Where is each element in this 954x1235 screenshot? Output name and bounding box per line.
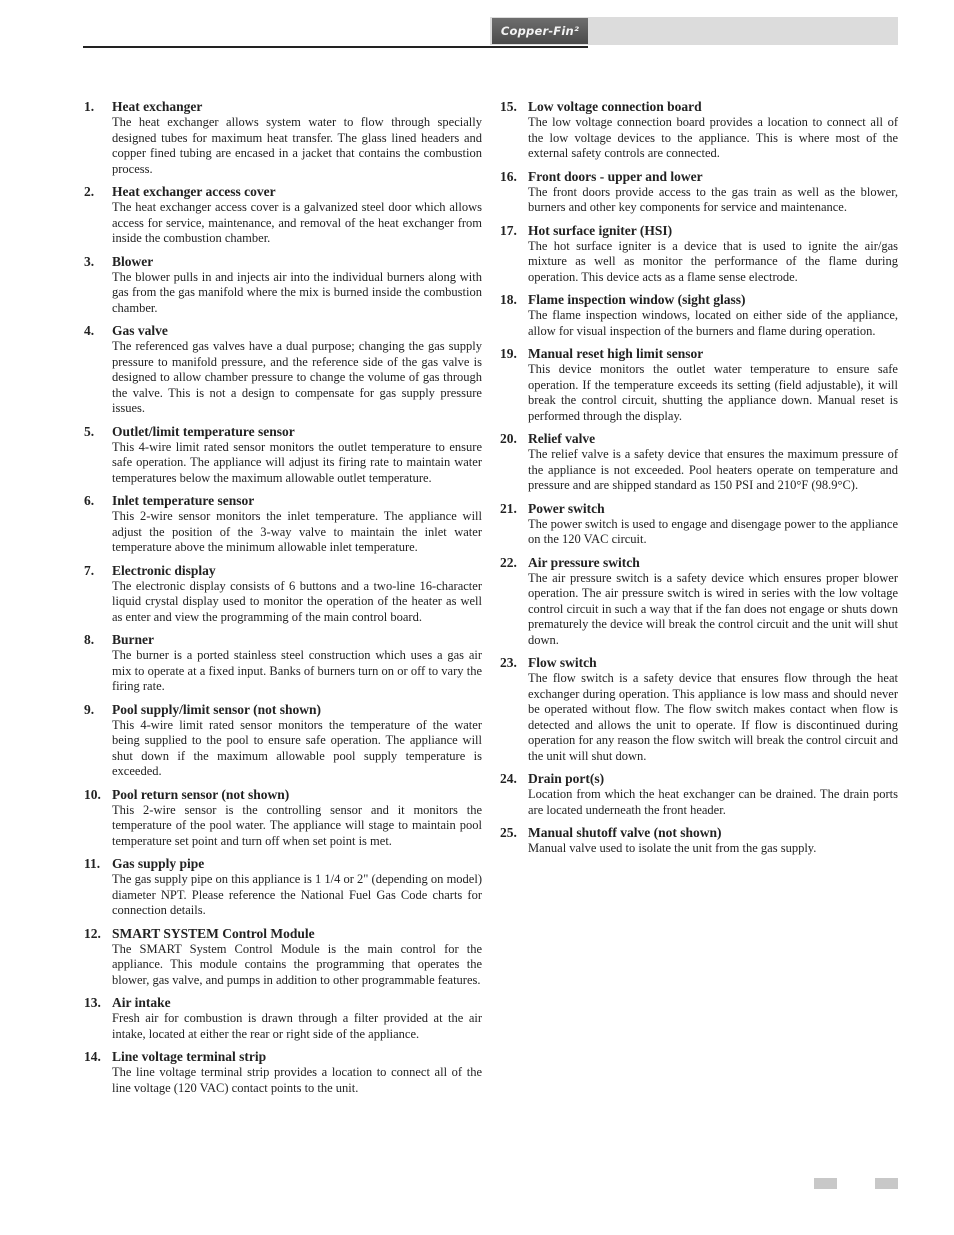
item-description: The SMART System Control Module is the main control for the appliance. This module contains the programming that operates the blower, gas valve, and pumps in addition to other programmable features. — [112, 941, 482, 987]
item-number: 3. — [84, 253, 95, 269]
item-title: Pool return sensor (not shown) — [112, 786, 290, 802]
item-title: Heat exchanger — [112, 99, 203, 114]
item-title: Front doors - upper and lower — [528, 168, 703, 184]
item-heading — [500, 554, 898, 571]
item-description: Fresh air for combustion is drawn through a filter provided at the air intake, located at either the rear or right side of the appliance. — [112, 1011, 482, 1041]
item-heading — [500, 770, 898, 787]
item-description: This 2-wire sensor monitors the inlet temperature. The appliance will adjust the position of the 3-way valve to maintain the inlet water temperature above the minimum allowable inlet temperature. — [112, 509, 482, 554]
item-number: 9. — [84, 701, 95, 717]
item-heading — [84, 562, 482, 579]
item-heading — [84, 183, 482, 200]
item-number: 14. — [84, 1049, 101, 1064]
item-heading — [84, 322, 482, 339]
item-heading — [84, 631, 482, 648]
logo-text: Copper-Fin² — [500, 24, 580, 38]
item-description: This 4-wire limit rated sensor monitors the outlet temperature to ensure safe operation. The appliance will adjust its firing rate to maintain water temperatures below the maximum allowable outlet temperature. — [112, 439, 482, 485]
item-heading — [84, 855, 482, 872]
list-item — [84, 253, 482, 317]
item-number: 20. — [500, 431, 517, 446]
list-item — [500, 98, 898, 162]
list-item — [84, 423, 482, 487]
item-number: 22. — [500, 554, 517, 570]
list-item — [500, 222, 898, 286]
item-description: The burner is a ported stainless steel construction which uses a gas air mix to operate at a fixed input. Banks of burners turn on or off to vary the firing rate. — [112, 648, 482, 693]
item-description: The line voltage terminal strip provides a location to connect all of the line voltage (120 VAC) contact points to the unit. — [112, 1065, 482, 1095]
item-heading — [500, 430, 898, 447]
item-description: Location from which the heat exchanger can be drained. The drain ports are located underneath the front header. — [528, 787, 898, 817]
item-title: Burner — [112, 632, 154, 647]
item-heading — [500, 291, 898, 308]
item-description: The heat exchanger access cover is a galvanized steel door which allows access for service, maintenance, and removal of the heat exchanger from inside the combustion chamber. — [112, 200, 482, 245]
item-number: 4. — [84, 323, 95, 338]
item-title: Air intake — [112, 995, 171, 1010]
item-title: Power switch — [528, 500, 605, 516]
item-heading — [500, 168, 898, 185]
item-title: Low voltage connection board — [528, 99, 702, 114]
item-description: The heat exchanger allows system water to flow through specially designed tubes for maximum heat transfer. The glass lined headers and copper fined tubing are encased in a jacket that contains the combustion process. — [112, 115, 482, 176]
item-title: Hot surface igniter (HSI) — [528, 222, 673, 238]
item-number: 8. — [84, 632, 95, 647]
list-item — [500, 291, 898, 339]
item-description: The front doors provide access to the gas train as well as the blower, burners and other key components for service and maintenance. — [528, 184, 898, 214]
list-item — [500, 654, 898, 764]
header-rule — [83, 46, 588, 48]
item-title: Relief valve — [528, 431, 596, 446]
list-item — [500, 430, 898, 494]
item-title: Flow switch — [528, 655, 597, 670]
item-heading — [84, 253, 482, 270]
list-item — [84, 701, 482, 780]
item-heading — [500, 98, 898, 115]
item-heading — [500, 222, 898, 239]
item-description: The flow switch is a safety device that ensures flow through the heat exchanger during operation. This appliance is low mass and should never be operated without flow. The flow switch makes contact when flow is detected and allows the unit to operate. If flow is discontinued during operation for any reason the flow switch will break the control circuit and the unit will shut down. — [528, 671, 898, 763]
item-title: Manual reset high limit sensor — [528, 346, 704, 361]
list-item — [500, 770, 898, 818]
list-item — [84, 322, 482, 417]
item-heading — [84, 786, 482, 803]
item-heading — [500, 654, 898, 671]
item-heading — [84, 98, 482, 115]
list-item — [500, 554, 898, 649]
footer-marker-left — [814, 1178, 837, 1189]
item-number: 2. — [84, 184, 95, 199]
item-number: 17. — [500, 222, 517, 238]
item-heading — [84, 423, 482, 440]
item-number: 13. — [84, 995, 101, 1010]
list-item — [84, 786, 482, 850]
item-heading — [500, 345, 898, 362]
brand-logo — [492, 18, 588, 44]
item-title: SMART SYSTEM Control Module — [112, 925, 315, 941]
item-title: Line voltage terminal strip — [112, 1049, 267, 1064]
item-description: The referenced gas valves have a dual purpose; changing the gas supply pressure to manifold pressure, and the reference side of the gas valve is designed to allow chamber pressure to change the volume of gas through the valve. This is not a design to compensate for gas supply pressure issues. — [112, 339, 482, 415]
item-description: This 2-wire sensor is the controlling sensor and it monitors the temperature of the pool water. The appliance will stage to maintain pool temperature set point and turn off when set point is met. — [112, 802, 482, 848]
left-column — [84, 98, 482, 1102]
item-title: Blower — [112, 253, 154, 269]
list-item — [84, 631, 482, 695]
item-heading — [500, 500, 898, 517]
list-item — [84, 98, 482, 177]
footer-marker-right — [875, 1178, 898, 1189]
item-title: Manual shutoff valve (not shown) — [528, 825, 722, 840]
item-title: Electronic display — [112, 562, 216, 578]
item-description: The hot surface igniter is a device that is used to ignite the air/gas mixture as well as monitor the performance of the flame during operation. This device acts as a flame sense electrode. — [528, 238, 898, 284]
item-heading — [84, 492, 482, 509]
list-item — [500, 345, 898, 424]
list-item — [84, 855, 482, 919]
item-heading — [84, 994, 482, 1011]
item-title: Pool supply/limit sensor (not shown) — [112, 701, 322, 717]
item-number: 16. — [500, 168, 517, 184]
item-number: 6. — [84, 493, 95, 508]
list-item — [84, 994, 482, 1042]
item-title: Flame inspection window (sight glass) — [528, 292, 746, 307]
item-number: 18. — [500, 292, 517, 307]
list-item — [84, 925, 482, 989]
item-title: Outlet/limit temperature sensor — [112, 423, 295, 439]
item-number: 15. — [500, 99, 517, 114]
item-title: Air pressure switch — [528, 554, 640, 570]
item-number: 21. — [500, 500, 517, 516]
item-description: The blower pulls in and injects air into the individual burners along with gas from the gas manifold where the mix is burned inside the combustion chamber. — [112, 269, 482, 315]
item-description: The gas supply pipe on this appliance is 1 1/4 or 2" (depending on model) diameter NPT. Please reference the National Fuel Gas Code charts for connection details. — [112, 872, 482, 917]
item-heading — [84, 1048, 482, 1065]
item-number: 7. — [84, 562, 95, 578]
list-item — [500, 824, 898, 857]
item-title: Gas supply pipe — [112, 856, 205, 871]
item-description: The relief valve is a safety device that ensures the maximum pressure of the appliance is not exceeded. Pool heaters operate on temperature and pressure and are shipped standard as 150 PSI and 210°F (98.9°C). — [528, 447, 898, 492]
item-number: 23. — [500, 655, 517, 670]
item-description: Manual valve used to isolate the unit from the gas supply. — [528, 841, 817, 855]
item-number: 10. — [84, 786, 101, 802]
item-title: Inlet temperature sensor — [112, 493, 255, 508]
item-description: The flame inspection windows, located on either side of the appliance, allow for visual inspection of the burners and flame during operation. — [528, 308, 898, 338]
item-description: This 4-wire limit rated sensor monitors the temperature of the water being supplied to the pool to ensure safe operation. The appliance will shut down if the maximum allowable pool supply temperature is exceeded. — [112, 717, 482, 778]
item-title: Drain port(s) — [528, 771, 605, 786]
item-description: This device monitors the outlet water temperature to ensure safe operation. If the temperature exceeds its setting (field adjustable), it will break the control circuit, shutting the appliance down. Manual reset is performed through the display. — [528, 362, 898, 423]
item-title: Heat exchanger access cover — [112, 184, 276, 199]
item-heading — [500, 824, 898, 841]
item-description: The low voltage connection board provides a location to connect all of the low voltage devices to the appliance. This is where most of the external safety controls are connected. — [528, 115, 898, 160]
item-heading — [84, 701, 482, 718]
item-description: The electronic display consists of 6 buttons and a two-line 16-character liquid crystal display used to monitor the operation of the heater as well as enter and view the programming of the main control board. — [112, 578, 482, 624]
item-number: 12. — [84, 925, 101, 941]
item-number: 24. — [500, 771, 517, 786]
item-heading — [84, 925, 482, 942]
item-number: 11. — [84, 856, 101, 871]
list-item — [84, 492, 482, 556]
item-number: 25. — [500, 825, 517, 840]
list-item — [84, 562, 482, 626]
right-column — [500, 98, 898, 863]
list-item — [500, 168, 898, 216]
item-title: Gas valve — [112, 323, 168, 338]
list-item — [500, 500, 898, 548]
list-item — [84, 183, 482, 247]
list-item — [84, 1048, 482, 1096]
item-description: The air pressure switch is a safety device which ensures proper blower operation. The air pressure switch is wired in series with the low voltage control circuit in such a way that if the fan does not engage or shuts down prematurely the device will break the control circuit and the unit will shut down. — [528, 570, 898, 647]
item-number: 5. — [84, 423, 95, 439]
item-number: 1. — [84, 99, 95, 114]
item-number: 19. — [500, 346, 517, 361]
item-description: The power switch is used to engage and disengage power to the appliance on the 120 VAC circuit. — [528, 516, 898, 546]
